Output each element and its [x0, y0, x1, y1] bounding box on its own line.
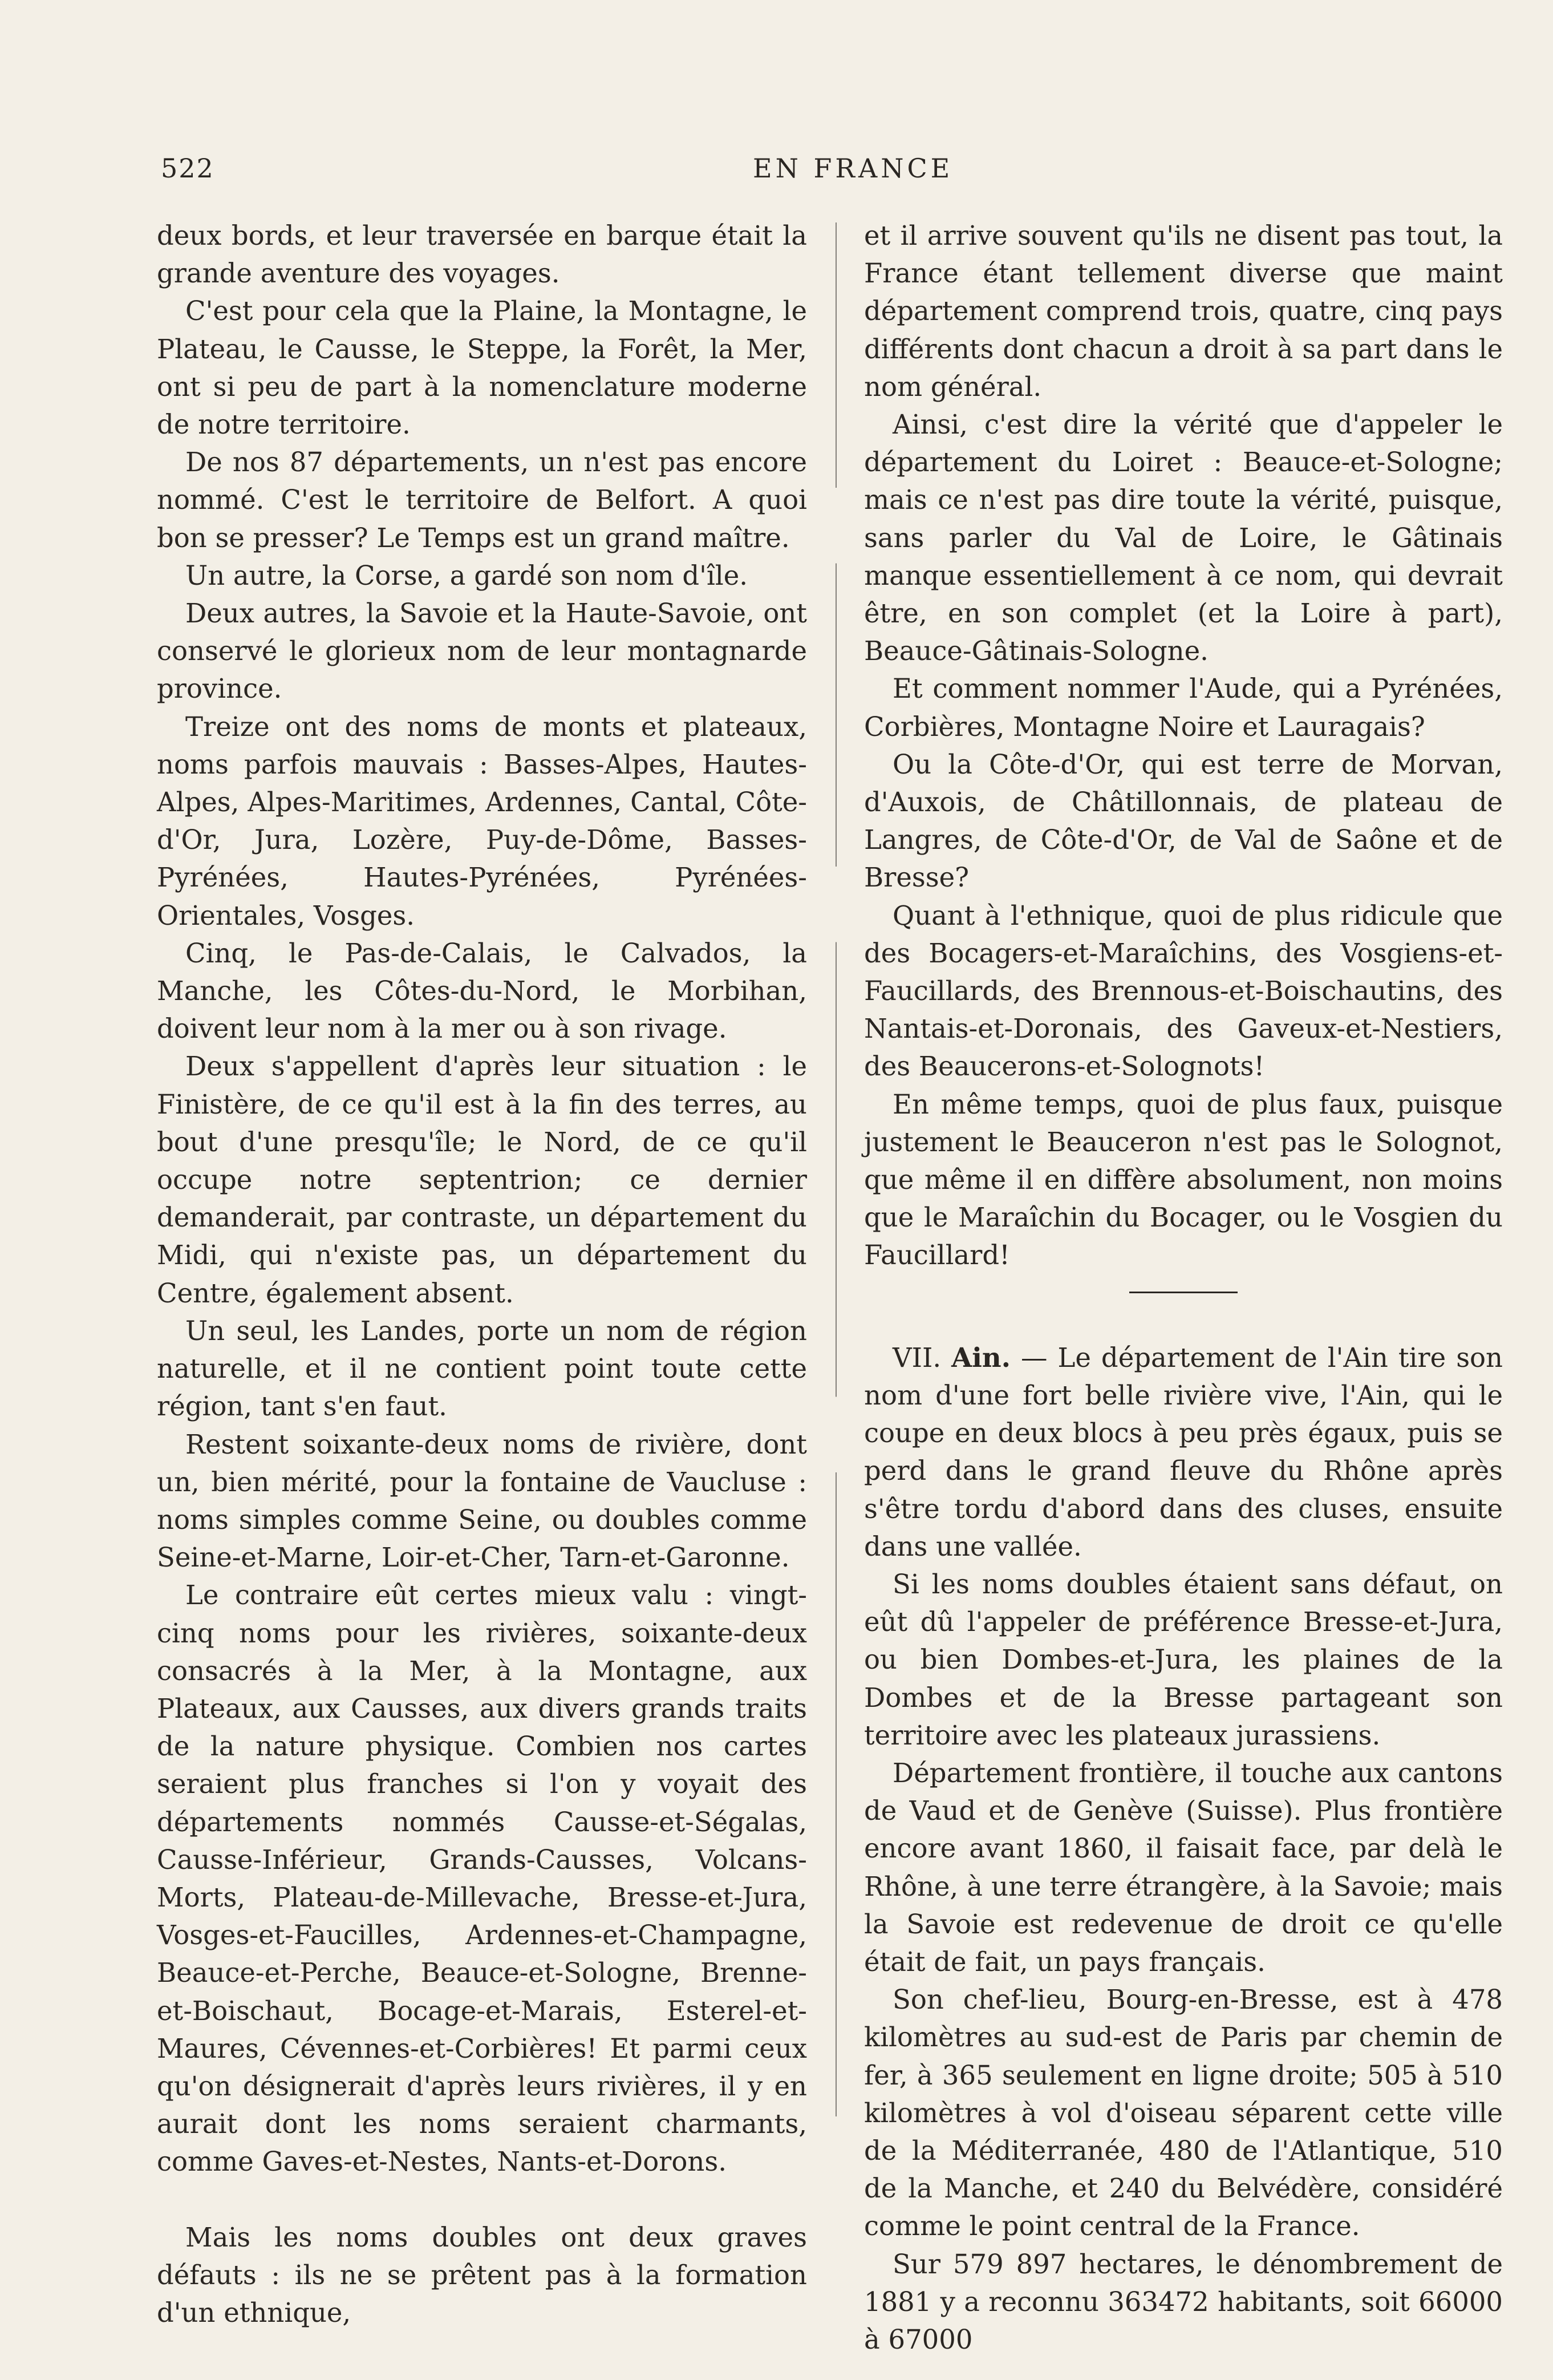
paragraph: Restent soixante-deux noms de rivière, dont un, bien mérité, pour la fontaine de Vaucluse : noms simples comme Seine, ou doubles comme Seine-et-Marne, Loir-et-Cher, Tarn-et-Garonne. [157, 1428, 807, 1573]
paragraph: Département frontière, il touche aux cantons de Vaud et de Genève (Suisse). Plus frontière encore avant 1860, il faisait face, par delà le Rhône, à une terre étrangère, à la Savoie; mais la Savoie est redevenue de droit ce qu'elle était de fait, un pays français. [864, 1757, 1503, 1977]
section-numeral: VII. [893, 1342, 942, 1373]
paragraph: Sur 579 897 hectares, le dénombrement de 1881 y a reconnu 363472 habitants, soit 66000 à 67000 [864, 2248, 1503, 2355]
right-column [864, 217, 1503, 2358]
paragraph: Si les noms doubles étaient sans défaut, on eût dû l'appeler de préférence Bresse-et-Jura, ou bien Dombes-et-Jura, les plaines de la Dombes et de la Bresse partageant son territoire avec les plateaux jurassiens. [864, 1568, 1503, 1751]
column-gutter-rule [836, 222, 837, 2116]
section-lead-paragraph [864, 1339, 1503, 1565]
paragraph: Mais les noms doubles ont deux graves défauts : ils ne se prêtent pas à la formation d'un ethnique, [157, 2221, 807, 2328]
paragraph: En même temps, quoi de plus faux, puisque justement le Beauceron n'est pas le Solognot, que même il en diffère absolument, non moins que le Maraîchin du Bocager, ou le Vosgien du Faucillard! [864, 1088, 1503, 1271]
left-column [157, 217, 807, 2332]
paragraph: Deux s'appellent d'après leur situation : le Finistère, de ce qu'il est à la fin des terres, au bout d'une presqu'île; le Nord, de ce qu'il occupe notre septentrion; ce dernier demanderait, par contraste, un département du Midi, qui n'existe pas, un département du Centre, également absent. [157, 1051, 807, 1309]
paragraph: De nos 87 départements, un n'est pas encore nommé. C'est le territoire de Belfort. A quoi bon se presser? Le Temps est un grand maître. [157, 447, 807, 553]
paragraph: Deux autres, la Savoie et la Haute-Savoie, ont conservé le glorieux nom de leur montagnarde province. [157, 598, 807, 705]
paragraph: Son chef-lieu, Bourg-en-Bresse, est à 478 kilomètres au sud-est de Paris par chemin de fer, à 365 seulement en ligne droite; 505 à 510 kilomètres à vol d'oiseau séparent cette ville de la Méditerranée, 480 de l'Atlantique, 510 de la Manche, et 240 du Belvédère, considéré comme le point central de la France. [864, 1984, 1503, 2242]
paragraph: Et comment nommer l'Aude, qui a Pyrénées, Corbières, Montagne Noire et Lauragais? [864, 673, 1503, 742]
running-head: EN FRANCE [753, 153, 954, 184]
paragraph: et il arrive souvent qu'ils ne disent pas tout, la France étant tellement diverse que maint département comprend trois, quatre, cinq pays différents dont chacun a droit à sa part dans le nom général. [864, 220, 1503, 402]
page-number: 522 [161, 153, 214, 184]
paragraph: Quant à l'ethnique, quoi de plus ridicule que des Bocagers-et-Maraîchins, des Vosgiens-et-Faucillards, des Brennous-et-Boischautins, des Nantais-et-Doronais, des Gaveux-et-Nestiers, des Beaucerons-et-Solognots! [864, 900, 1503, 1082]
paragraph: Cinq, le Pas-de-Calais, le Calvados, la Manche, les Côtes-du-Nord, le Morbihan, doivent leur nom à la mer ou à son rivage. [157, 937, 807, 1045]
paragraph: Ainsi, c'est dire la vérité que d'appeler le département du Loiret : Beauce-et-Sologne; mais ce n'est pas dire toute la vérité, puisque, sans parler du Val de Loire, le Gâtinais manque essentiellement à ce nom, qui devrait être, en son complet (et la Loire à part), Beauce-Gâtinais-Sologne. [864, 409, 1503, 667]
paragraph: Un autre, la Corse, a gardé son nom d'île. [185, 560, 748, 591]
paragraph: Le contraire eût certes mieux valu : vingt-cinq noms pour les rivières, soixante-deux consacrés à la Mer, à la Montagne, aux Plateaux, aux Causses, aux divers grands traits de la nature physique. Combien nos cartes seraient plus franches si l'on y voyait des départements nommés Causse-et-Ségalas, Causse-Inférieur, Grands-Causses, Volcans-Morts, Plateau-de-Millevache, Bresse-et-Jura, Vosges-et-Faucilles, Ardennes-et-Champagne, Beauce-et-Perche, Beauce-et-Sologne, Brenne-et-Boischaut, Bocage-et-Marais, Esterel-et-Maures, Cévennes-et-Corbières! Et parmi ceux qu'on désignerait d'après leurs rivières, il y en aurait dont les noms seraient charmants, comme Gaves-et-Nestes, Nants-et-Dorons. [157, 1580, 807, 2177]
paragraph: Treize ont des noms de monts et plateaux, noms parfois mauvais : Basses-Alpes, Hautes-Alpes, Alpes-Maritimes, Ardennes, Cantal, Côte-d'Or, Jura, Lozère, Puy-de-Dôme, Basses-Pyrénées, Hautes-Pyrénées, Pyrénées-Orientales, Vosges. [157, 711, 807, 931]
section-lead-text: — Le département de l'Ain tire son nom d'une fort belle rivière vive, l'Ain, qui le coupe en deux blocs à peu près égaux, puis se perd dans le grand fleuve du Rhône après s'être tordu d'abord dans des cluses, ensuite dans une vallée. [864, 1342, 1503, 1562]
section-ain [864, 1339, 1503, 2358]
paragraph: C'est pour cela que la Plaine, la Montagne, le Plateau, le Causse, le Steppe, la Forêt, la Mer, ont si peu de part à la nomenclature moderne de notre territoire. [157, 296, 807, 440]
section-divider [1129, 1292, 1238, 1293]
section-heading: Ain. [951, 1341, 1011, 1373]
paragraph: Un seul, les Landes, porte un nom de région naturelle, et il ne contient point toute cette région, tant s'en faut. [157, 1315, 807, 1422]
paragraph: Ou la Côte-d'Or, qui est terre de Morvan, d'Auxois, de Châtillonnais, de plateau de Langres, de Côte-d'Or, de Val de Saône et de Bresse? [864, 748, 1503, 893]
paragraph: deux bords, et leur traversée en barque était la grande aventure des voyages. [157, 220, 807, 289]
